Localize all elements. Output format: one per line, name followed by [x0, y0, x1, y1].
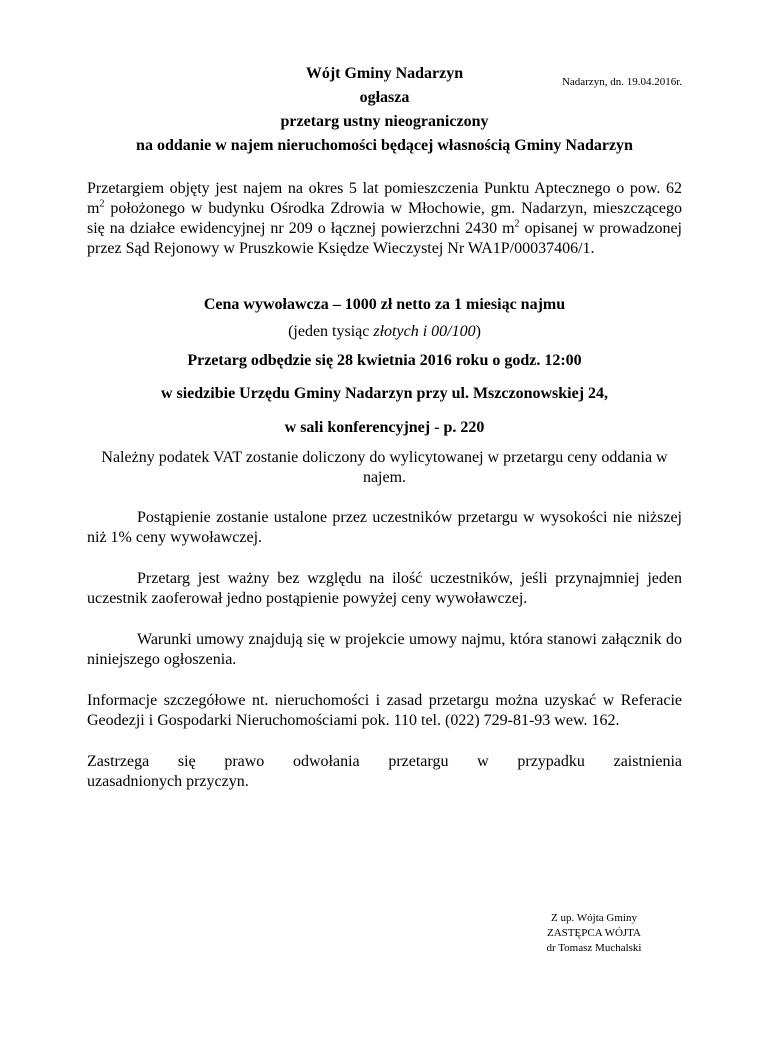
signature-title: ZASTĘPCA WÓJTA: [547, 927, 641, 939]
intro-text-2: położonego w budynku Ośrodka Zdrowia w Młochowie, gm. Nadarzyn, mieszczącego się na działce ewidencyjnej nr 209 o łącznej powierzchni 2430 m: [87, 200, 682, 237]
contract-terms-paragraph: Warunki umowy znajdują się w projekcie umowy najmu, która stanowi załącznik do niniejszego ogłoszenia.: [87, 631, 682, 668]
intro-text-1: Przetargiem objęty jest najem na okres 5 lat pomieszczenia Punktu Aptecznego o pow. 62 m: [87, 180, 682, 217]
auction-location: w siedzibie Urzędu Gminy Nadarzyn przy ul. Mszczonowskiej 24,: [160, 385, 609, 402]
intro-paragraph: [87, 179, 682, 259]
intro-text-3: opisanej w prowadzonej przez Sąd Rejonowy w Pruszkowie Księdze Wieczystej Nr WA1P/00037406/1.: [87, 220, 682, 257]
heading-subject: na oddanie w najem nieruchomości będącej własnością Gminy Nadarzyn: [136, 137, 633, 154]
reservation-paragraph: Zastrzega się prawo odwołania przetargu w przypadku zaistnienia: [87, 753, 682, 770]
auction-date: Przetarg odbędzie się 28 kwietnia 2016 roku o godz. 12:00: [187, 352, 582, 369]
signature-authorization: Z up. Wójta Gminy: [551, 912, 637, 924]
bid-step-paragraph: Postąpienie zostanie ustalone przez uczestników przetargu w wysokości nie niższej niż 1% ceny wywoławczej.: [87, 509, 682, 546]
signature-block: [534, 911, 654, 956]
area-unit-superscript: 2: [514, 218, 520, 230]
vat-note: Należny podatek VAT zostanie doliczony do wylicytowanej w przetargu ceny oddania w najem.: [101, 449, 668, 486]
reservation-paragraph-end: uzasadnionych przyczyn.: [87, 773, 249, 790]
date-line: Nadarzyn, dn. 19.04.2016r.: [561, 76, 682, 88]
information-paragraph: Informacje szczegółowe nt. nieruchomości i zasad przetargu można uzyskać w Referacie Geodezji i Gospodarki Nieruchomościami pok. 110 tel. (022) 729-81-93 wew. 162.: [87, 692, 682, 729]
validity-paragraph: Przetarg jest ważny bez względu na ilość uczestników, jeśli przynajmniej jeden uczestnik zaoferował jedno postąpienie powyżej ceny wywoławczej.: [87, 570, 682, 607]
price-in-words: (jeden tysiąc złotych i 00/100): [288, 323, 481, 340]
auction-room: w sali konferencyjnej - p. 220: [284, 419, 485, 436]
starting-price: Cena wywoławcza – 1000 zł netto za 1 miesiąc najmu: [203, 296, 566, 313]
signature-name: dr Tomasz Muchalski: [546, 942, 642, 954]
heading-issuer: Wójt Gminy Nadarzyn: [305, 65, 464, 82]
heading-announces: ogłasza: [359, 89, 410, 106]
heading-auction-type: przetarg ustny nieograniczony: [280, 113, 489, 130]
document-page: [0, 62, 768, 1056]
area-unit-superscript: 2: [99, 198, 105, 210]
